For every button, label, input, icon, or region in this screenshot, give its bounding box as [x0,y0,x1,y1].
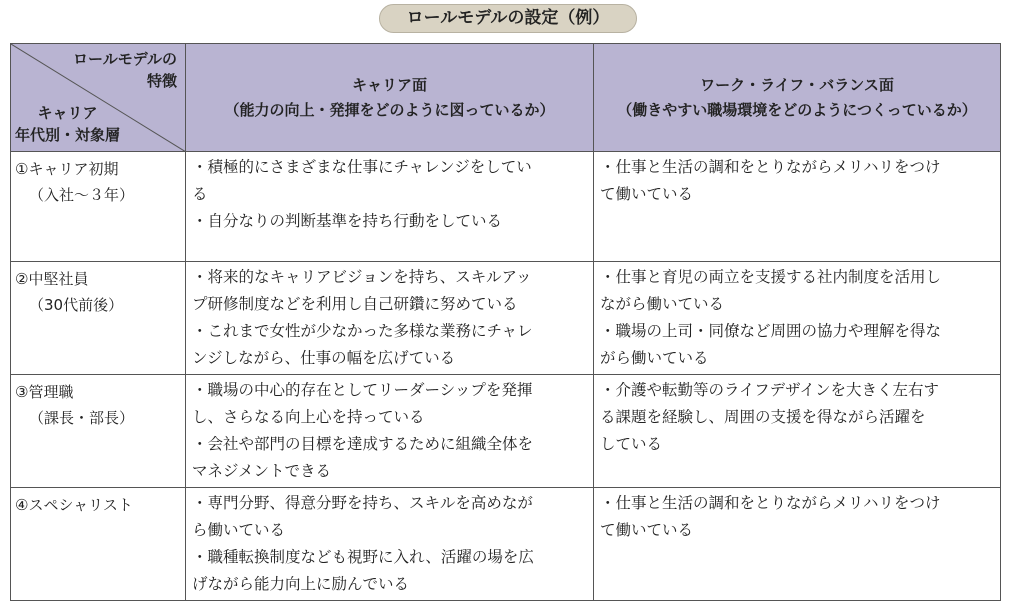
list-item: ・これまで女性が少なかった多様な業務にチャレ ンジしながら、仕事の幅を広げている [192,322,533,367]
list-item: ・自分なりの判断基準を持ち行動をしている [192,212,503,230]
list-item: ・専門分野、得意分野を持ち、スキルを高めなが ら働いている [192,494,533,539]
list-item: ・積極的にさまざまな仕事にチャレンジをしてい る [192,158,532,203]
row-category: ④スペシャリスト [11,488,186,601]
wlb-cell [594,152,1001,262]
row-category: ②中堅社員 （30代前後） [11,262,186,375]
table-row [11,375,1001,488]
list-item: ・仕事と育児の両立を支援する社内制度を活用し ながら働いている [600,268,942,313]
table-row [11,262,1001,375]
row-category: ③管理職 （課長・部長） [11,375,186,488]
header-work-life-balance: ワーク・ライフ・バランス面 （働きやすい職場環境をどのようにつくっているか） [594,44,1001,152]
wlb-cell [594,262,1001,375]
row-category: ①キャリア初期 （入社～３年） [11,152,186,262]
header-career: キャリア面 （能力の向上・発揮をどのように図っているか） [186,44,594,152]
list-item: ・介護や転勤等のライフデザインを大きく左右す る課題を経験し、周囲の支援を得ながら活躍を している [600,381,939,453]
table-row [11,152,1001,262]
corner-career-label: キャリア 年代別・対象層 [15,104,121,144]
list-item: ・会社や部門の目標を達成するために組織全体を マネジメントできる [192,435,534,480]
wlb-cell [594,488,1001,601]
table-row [11,488,1001,601]
list-item: ・仕事と生活の調和をとりながらメリハリをつけ て働いている [600,158,941,203]
career-cell [186,488,594,601]
list-item: ・仕事と生活の調和をとりながらメリハリをつけ て働いている [600,494,941,539]
wlb-cell [594,375,1001,488]
career-cell [186,152,594,262]
list-item: ・将来的なキャリアビジョンを持ち、スキルアッ プ研修制度などを利用し自己研鑽に努めている [192,268,532,313]
corner-feature-label: ロールモデルの 特徴 [73,50,177,90]
list-item: ・職場の中心的存在としてリーダーシップを発揮 し、さらなる向上心を持っている [192,381,533,426]
header-corner-cell [11,44,186,152]
career-cell [186,262,594,375]
role-model-table [10,43,1001,601]
list-item: ・職場の上司・同僚など周囲の協力や理解を得な がら働いている [600,322,942,367]
document-title: ロールモデルの設定（例） [379,4,637,33]
list-item: ・職種転換制度なども視野に入れ、活躍の場を広 げながら能力向上に励んでいる [192,548,534,593]
career-cell [186,375,594,488]
table-header-row [11,44,1001,152]
